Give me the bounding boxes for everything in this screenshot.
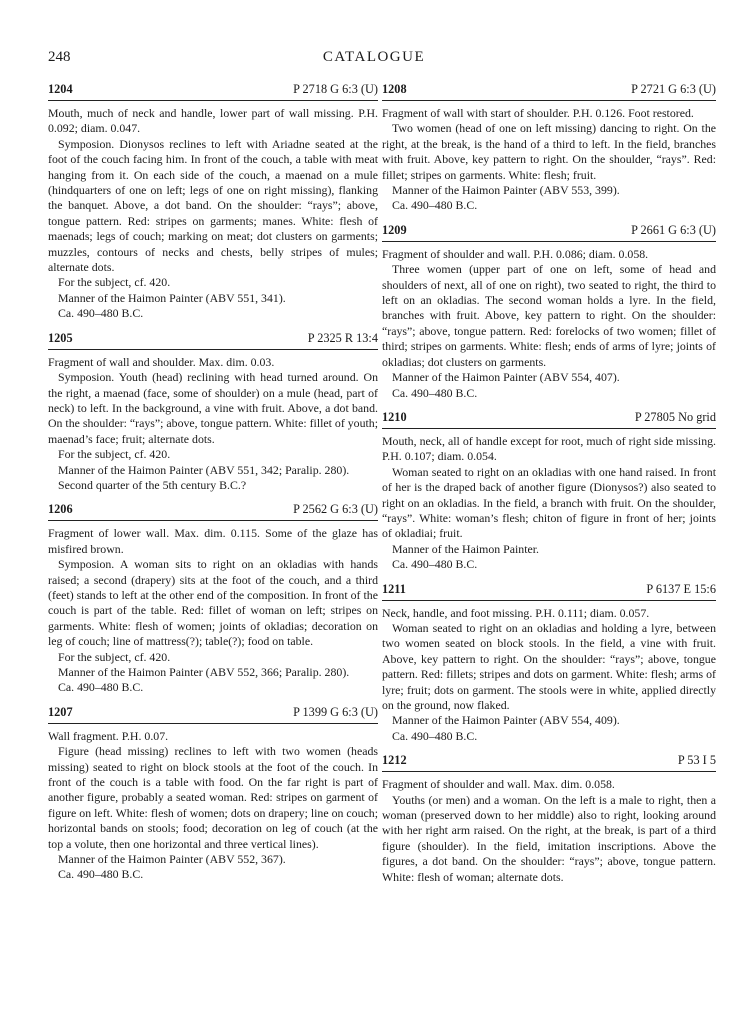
catalogue-entry — [382, 582, 716, 745]
entry-paragraph: Manner of the Haimon Painter (ABV 552, 367). — [58, 852, 286, 867]
inventory-reference: P 2718 G 6:3 (U) — [293, 82, 378, 96]
entry-paragraph: For the subject, cf. 420. — [58, 447, 171, 462]
catalogue-entry — [382, 753, 716, 885]
entry-number: 1206 — [48, 502, 73, 517]
entry-paragraph: Manner of the Haimon Painter. — [392, 541, 540, 556]
entry-number: 1211 — [382, 581, 406, 596]
catalogue-entry — [48, 705, 378, 883]
entry-number: 1212 — [382, 753, 407, 768]
entry-heading — [48, 502, 378, 521]
entry-date: Ca. 490–480 B.C. — [392, 557, 478, 572]
entry-heading — [382, 223, 716, 242]
running-head: CATALOGUE — [322, 49, 426, 65]
entry-number: 1208 — [382, 82, 407, 96]
entry-paragraph: Manner of the Haimon Painter (ABV 551, 341). — [58, 290, 286, 305]
catalogue-entry — [382, 223, 716, 401]
entry-heading — [382, 753, 716, 772]
entry-heading — [382, 410, 716, 429]
entry-number: 1205 — [48, 330, 73, 345]
entry-heading — [48, 331, 378, 350]
entry-paragraph: Fragment of shoulder and wall. P.H. 0.086; diam. 0.058. — [382, 246, 649, 261]
catalogue-entry — [382, 410, 716, 573]
entry-heading — [382, 82, 716, 101]
entry-paragraph: Manner of the Haimon Painter (ABV 551, 342; Paralip. 280). — [58, 462, 350, 477]
inventory-reference: P 2325 R 13:4 — [307, 330, 378, 345]
entry-number: 1207 — [48, 704, 73, 719]
page-number: 248 — [48, 49, 71, 65]
entry-paragraph: Three women (upper part of one on left, some of head and shoulders of next, all of one on right), two seated to right, the third to left on an okladias. The second woman holds a lyre. In the field, branches with fruit. Above, key pattern to right. On the shoulder: “rays”; above, tongue pattern. Red: forelocks of two women; fillet of third; stripes on garments. White: flesh; ends of arms of lyre; joints of okladias; dot clusters on garments. — [382, 262, 716, 369]
right-column — [382, 82, 716, 894]
inventory-reference: P 2562 G 6:3 (U) — [293, 502, 378, 517]
entry-heading — [382, 582, 716, 601]
catalogue-entry — [382, 82, 716, 214]
entry-paragraph: Mouth, neck, all of handle except for root, much of right side missing. P.H. 0.107; diam. 0.054. — [382, 433, 716, 464]
entry-paragraph: Figure (head missing) reclines to left with two women (heads missing) seated to right on block stools at the foot of the couch. In front of the couch is a table with food. On the far right is part of another figure, probably a seated woman. Red: stripes on garment of figure on left. White: flesh of women; dots on drapery; line on couch; horizontal bands on stools; food; decoration on leg of couch (at the top a volute, then one horizontal and three vertical lines). — [48, 744, 378, 851]
entry-paragraph: Manner of the Haimon Painter (ABV 552, 366; Paralip. 280). — [58, 665, 350, 679]
entry-date: Second quarter of the 5th century B.C.? — [58, 477, 247, 492]
entry-paragraph: Woman seated to right on an okladias and holding a lyre, between two women seated on block stools. In the field, a vine with fruit. Above, key pattern to right. On the shoulder: “rays”; above, tongue pattern. Red: fillets; stripes and dots on garment. White: flesh; arms of lyre; fruit; dots on garment. The stools were in white, applied directly on the ground, now flaked. — [382, 620, 716, 712]
inventory-reference: P 2661 G 6:3 (U) — [631, 222, 716, 237]
entry-number: 1204 — [48, 82, 73, 96]
entry-date: Ca. 490–480 B.C. — [58, 867, 144, 882]
entry-paragraph: Manner of the Haimon Painter (ABV 554, 409). — [392, 713, 620, 728]
entry-paragraph: Two women (head of one on left missing) dancing to right. On the right, at the break, is the hand of a third to left. In the field, branches with fruit. Above, key pattern to right. On the shoulder, “rays”. Red: fillet; stripes on garments. White: flesh; fruit. — [382, 121, 716, 182]
entry-paragraph: Neck, handle, and foot missing. P.H. 0.111; diam. 0.057. — [382, 605, 650, 620]
catalogue-entry — [48, 331, 378, 494]
inventory-reference: P 27805 No grid — [634, 409, 716, 424]
entry-paragraph: For the subject, cf. 420. — [58, 275, 171, 290]
entry-date: Ca. 490–480 B.C. — [58, 306, 144, 321]
entry-paragraph: Fragment of wall with start of shoulder. P.H. 0.126. Foot restored. — [382, 106, 694, 120]
entry-paragraph: Fragment of shoulder and wall. Max. dim. 0.058. — [382, 777, 615, 792]
inventory-reference: P 6137 E 15:6 — [646, 581, 716, 596]
entry-number: 1209 — [382, 222, 407, 237]
entry-paragraph: Manner of the Haimon Painter (ABV 554, 407). — [392, 370, 620, 385]
entry-paragraph: Fragment of lower wall. Max. dim. 0.115. Some of the glaze has misfired brown. — [48, 526, 378, 556]
entry-date: Ca. 490–480 B.C. — [58, 680, 144, 695]
entry-heading — [48, 705, 378, 724]
inventory-reference: P 2721 G 6:3 (U) — [631, 82, 716, 96]
entry-paragraph: Symposion. Youth (head) reclining with head turned around. On the right, a maenad (face, some of shoulder) on a mule (head, part of neck) to left. In the background, a vine with fruit. Above, a dot band. On the shoulder: “rays”; above, tongue pattern. White: fillet of youth; maenad’s face; fruit; alternate dots. — [48, 370, 378, 446]
entry-paragraph: Mouth, much of neck and handle, lower part of wall missing. P.H. 0.092; diam. 0.047. — [48, 106, 378, 136]
inventory-reference: P 1399 G 6:3 (U) — [293, 704, 378, 719]
entry-paragraph: Symposion. A woman sits to right on an okladias with hands raised; a second (drapery) sits at the foot of the couch, and a third (feet) stands to left at the other end of the composition. In front of the couch is part of the table. Red: fillet of woman on left; stripes on garments. White: flesh of women; joints of okladias; decoration on leg of couch; line of mattress(?); table(?); food on table. — [48, 557, 378, 649]
entry-paragraph: Wall fragment. P.H. 0.07. — [48, 728, 169, 743]
entry-paragraph: Fragment of wall and shoulder. Max. dim. 0.03. — [48, 354, 275, 369]
catalogue-entry — [48, 502, 378, 695]
entry-date: Ca. 490–480 B.C. — [392, 728, 478, 743]
entry-date: Ca. 490–480 B.C. — [392, 198, 478, 213]
entry-paragraph: Woman seated to right on an okladias with one hand raised. In front of her is the draped back of another figure (Dionysos?) also seated to right on an okladias. In the field, a branch with fruit. On the shoulder, “rays”. White: woman’s flesh; chiton of figure in front of her; joints of okladiai; fruit. — [382, 464, 716, 541]
entry-paragraph: Youths (or men) and a woman. On the left is a male to right, then a woman (preserved down to her middle) also to right, looking around with her right arm raised. On the right, at the break, is part of a third figure (shoulder). In the field, imitation inscriptions. Above the figures, a dot band. On the shoulder: “rays”; above, tongue pattern. White: flesh of woman; alternate dots. — [382, 792, 716, 884]
catalogue-entry — [48, 82, 378, 322]
left-column — [48, 82, 378, 892]
entry-number: 1210 — [382, 409, 407, 424]
entry-paragraph: Symposion. Dionysos reclines to left with Ariadne seated at the foot of the couch facing him. In front of the couch, a table with meat hanging from it. On each side of the couch, a maenad on a mule (hindquarters of one on left; legs of one on right missing), flanking the banquet. Above, a dot band. On the shoulder: “rays”; above, tongue pattern. Red: stripes on garments; manes. White: flesh of maenads; legs of couch; marking on meat; dot clusters on garments; muzzles, contours of necks and chests, belly stripes of mules; alternate dots. — [48, 136, 378, 275]
entry-heading — [48, 82, 378, 101]
entry-date: Ca. 490–480 B.C. — [392, 385, 478, 400]
inventory-reference: P 53 I 5 — [677, 753, 716, 768]
entry-paragraph: For the subject, cf. 420. — [58, 649, 171, 664]
entry-paragraph: Manner of the Haimon Painter (ABV 553, 399). — [392, 183, 620, 198]
